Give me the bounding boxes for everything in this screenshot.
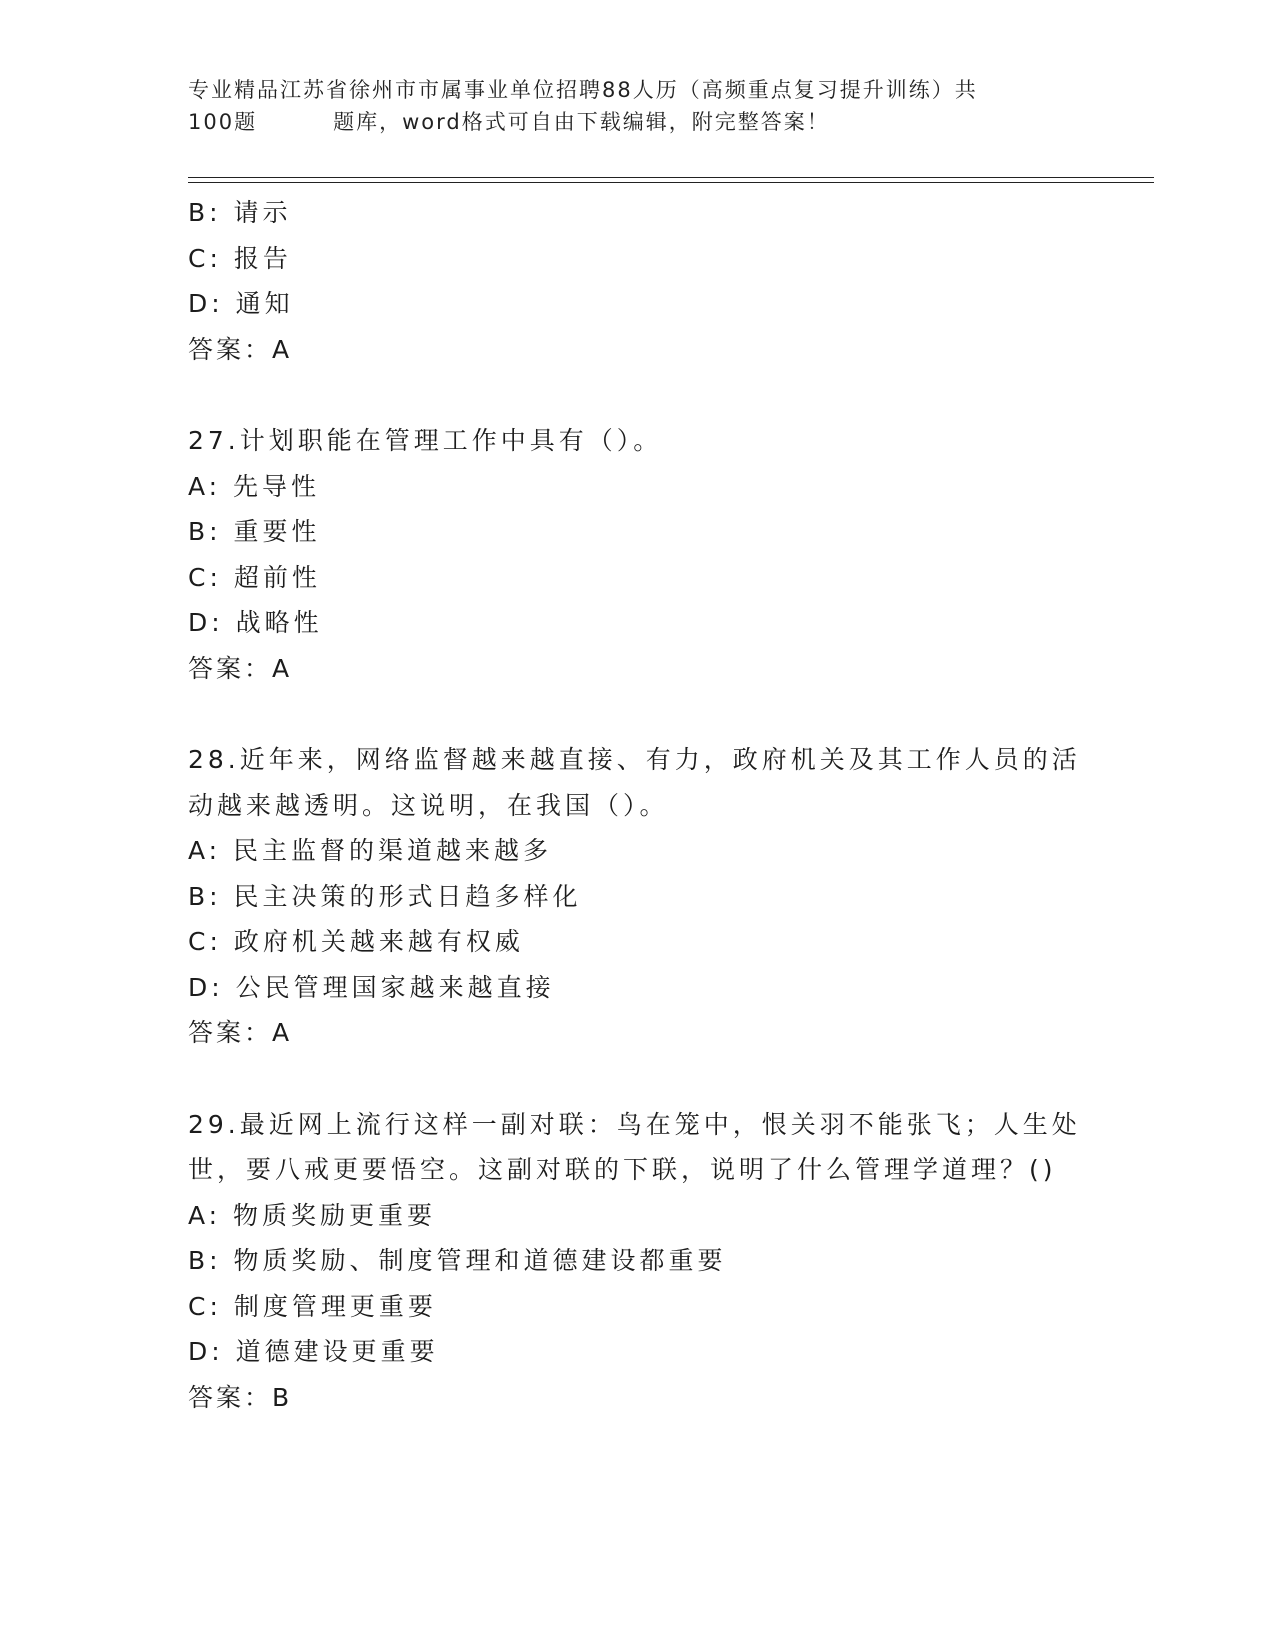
- option-c: C: 超前性: [188, 562, 321, 592]
- question-28: [188, 737, 1088, 1056]
- question-27: [188, 418, 1088, 691]
- question-list: [188, 190, 1088, 1420]
- answer-line: 答案：A: [188, 334, 293, 364]
- option-d: D: 公民管理国家越来越直接: [188, 972, 555, 1002]
- answer-line: 答案：B: [188, 1382, 293, 1412]
- answer-line: 答案：A: [188, 653, 293, 683]
- header-title-line-2: [188, 106, 1088, 138]
- question-29: [188, 1102, 1088, 1421]
- option-a: A: 先导性: [188, 471, 321, 501]
- header-rule-bottom: [188, 182, 1154, 183]
- option-c: C: 制度管理更重要: [188, 1291, 437, 1321]
- option-b: B: 民主决策的形式日趋多样化: [188, 881, 582, 911]
- option-a: A: 物质奖励更重要: [188, 1200, 437, 1230]
- answer-line: 答案：A: [188, 1018, 293, 1047]
- option-d: D: 道德建设更重要: [188, 1337, 439, 1366]
- question-text-line-1: 29.最近网上流行这样一副对联：鸟在笼中，恨关羽不能张飞；人生处: [188, 1109, 1081, 1139]
- page-header: [188, 74, 1088, 138]
- option-b: B: 请示: [188, 198, 292, 227]
- option-b: B: 物质奖励、制度管理和道德建设都重要: [188, 1246, 727, 1275]
- header-title-line-1: 专业精品江苏省徐州市市属事业单位招聘88人历（高频重点复习提升训练）共: [188, 78, 978, 102]
- header-description: 题库，word格式可自由下载编辑，附完整答案！: [333, 110, 830, 134]
- option-d: D: 通知: [188, 289, 294, 318]
- option-c: C: 政府机关越来越有权威: [188, 927, 524, 956]
- option-c: C: 报告: [188, 243, 292, 273]
- question-text: 27.计划职能在管理工作中具有（）。: [188, 426, 663, 455]
- question-text-line-2: 世，要八戒更要悟空。这副对联的下联，说明了什么管理学道理？(): [188, 1155, 1057, 1184]
- question-text-line-1: 28.近年来，网络监督越来越直接、有力，政府机关及其工作人员的活: [188, 745, 1081, 774]
- option-b: B: 重要性: [188, 517, 321, 546]
- option-a: A: 民主监督的渠道越来越多: [188, 836, 553, 865]
- question-text-line-2: 动越来越透明。这说明，在我国（）。: [188, 790, 669, 820]
- header-rule-top: [188, 177, 1154, 178]
- question-26-tail: [188, 190, 1088, 372]
- header-question-count: 100题: [188, 110, 258, 134]
- option-d: D: 战略性: [188, 608, 323, 637]
